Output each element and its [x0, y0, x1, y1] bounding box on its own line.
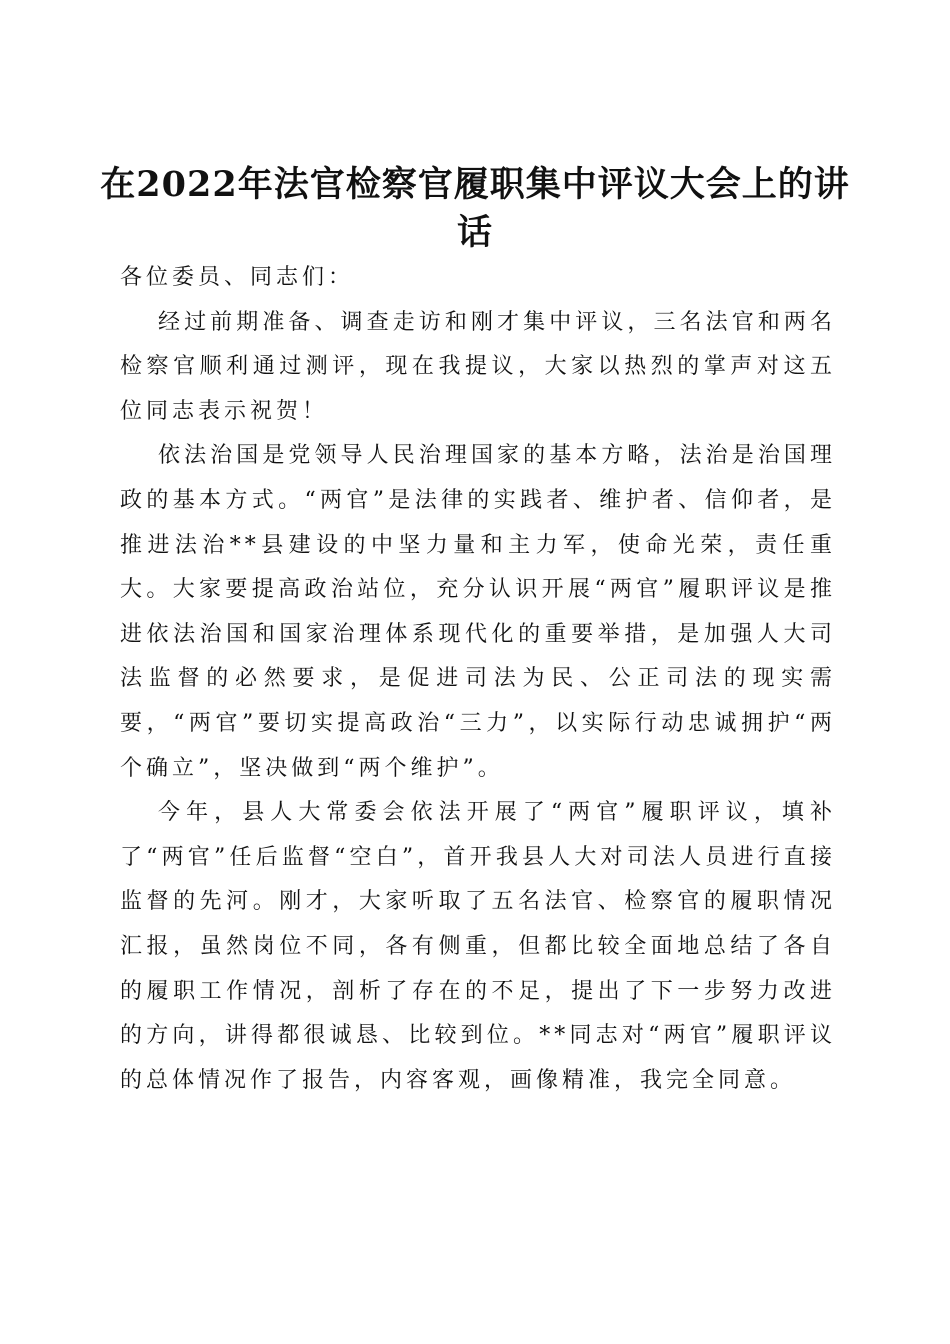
- paragraph-1: 经过前期准备、调查走访和刚才集中评议，三名法官和两名检察官顺利通过测评，现在我提议，大家以热烈的掌声对这五位同志表示祝贺！: [120, 309, 836, 424]
- document-title: 在2022年法官检察官履职集中评议大会上的讲话: [100, 164, 850, 254]
- paragraph-3: 今年，县人大常委会依法开展了“两官”履职评议，填补了“两官”任后监督“空白”，首开我县人大对司法人员进行直接监督的先河。刚才，大家听取了五名法官、检察官的履职情况汇报，虽然岗位不同，各有侧重，但都比较全面地总结了各自的履职工作情况，剖析了存在的不足，提出了下一步努力改进的方向，讲得都很诚恳、比较到位。**同志对“两官”履职评议的总体情况作了报告，内容客观，画像精准，我完全同意。: [120, 800, 836, 1093]
- salutation: 各位委员、同志们：: [120, 265, 355, 290]
- paragraph-2: 依法治国是党领导人民治理国家的基本方略，法治是治国理政的基本方式。“两官”是法律的实践者、维护者、信仰者，是推进法治**县建设的中坚力量和主力军，使命光荣，责任重大。大家要提高政治站位，充分认识开展“两官”履职评议是推进依法治国和国家治理体系现代化的重要举措，是加强人大司法监督的必然要求，是促进司法为民、公正司法的现实需要，“两官”要切实提高政治“三力”，以实际行动忠诚拥护“两个确立”，坚决做到“两个维护”。: [120, 443, 836, 781]
- document-body: [120, 256, 836, 1103]
